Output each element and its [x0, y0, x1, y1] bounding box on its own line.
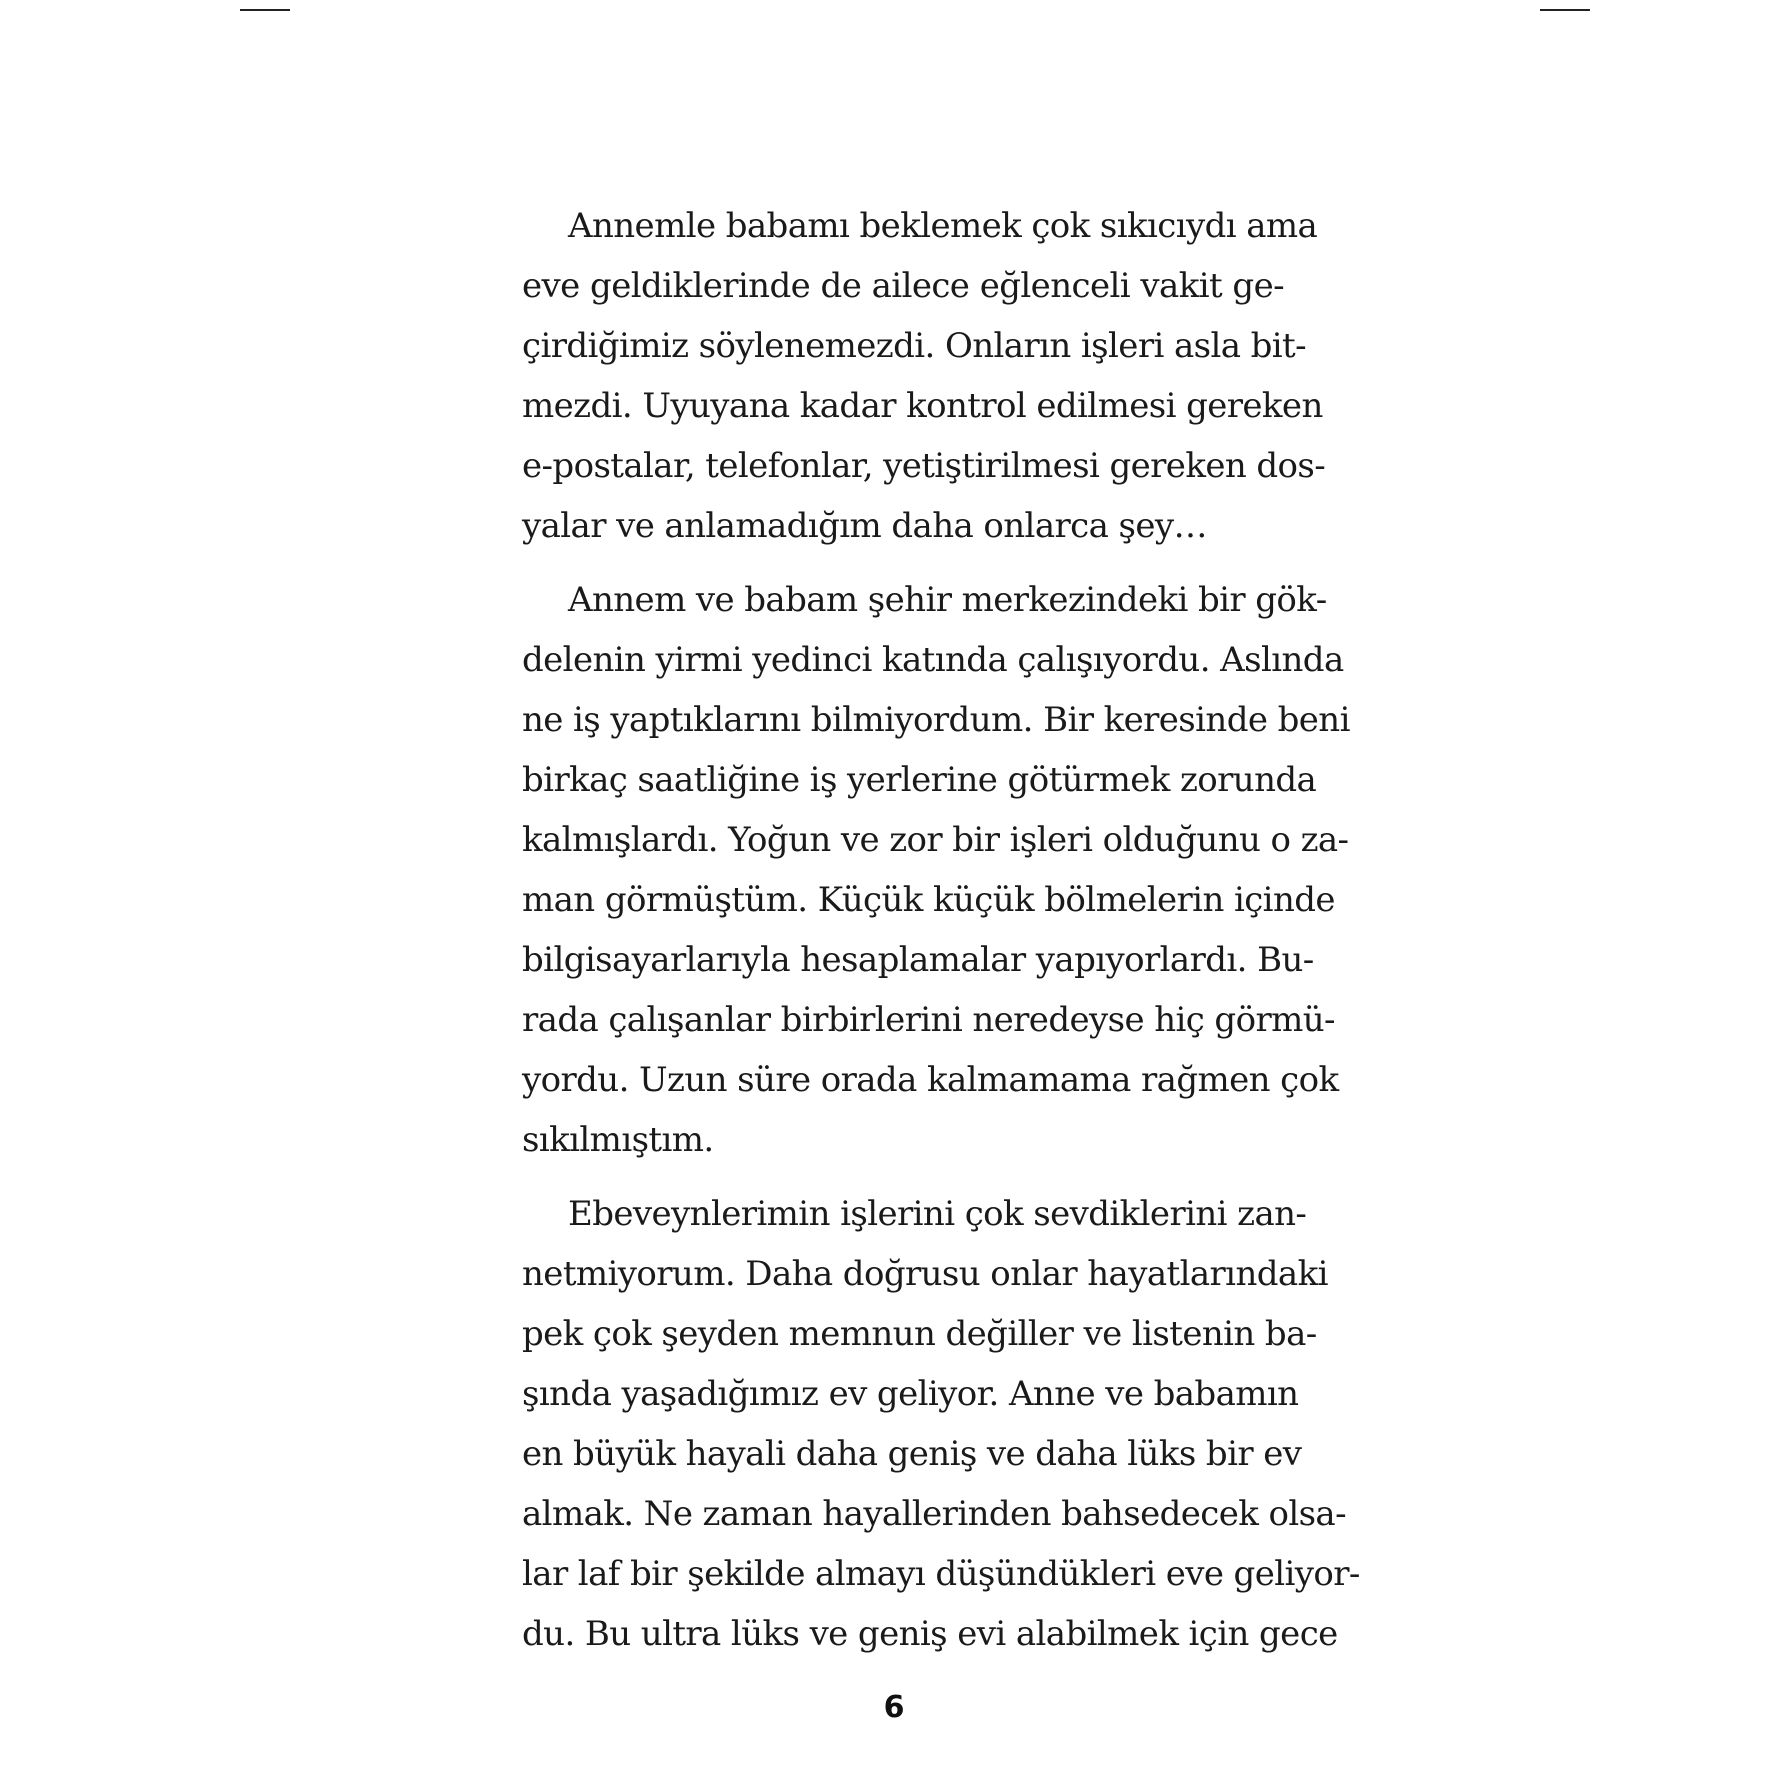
text-line: Annem ve babam şehir merkezindeki bir gök- [568, 580, 1327, 620]
text-line: birkaç saatliğine iş yerlerine götürmek zorunda [522, 760, 1317, 800]
text-line: Annemle babamı beklemek çok sıkıcıydı ama [568, 206, 1318, 246]
paragraph [522, 196, 1326, 556]
paragraph [522, 1184, 1360, 1664]
text-line: kalmışlardı. Yoğun ve zor bir işleri olduğunu o za- [522, 820, 1349, 860]
text-line: almak. Ne zaman hayallerinden bahsedecek olsa- [522, 1494, 1346, 1534]
text-line: en büyük hayali daha geniş ve daha lüks bir ev [522, 1434, 1302, 1474]
text-line: e-postalar, telefonlar, yetiştirilmesi gereken dos- [522, 446, 1326, 486]
text-line: ne iş yaptıklarını bilmiyordum. Bir keresinde beni [522, 700, 1350, 740]
text-line: du. Bu ultra lüks ve geniş evi alabilmek için gece [522, 1614, 1338, 1654]
crop-mark-right [1540, 9, 1590, 11]
text-line: sıkılmıştım. [522, 1120, 714, 1160]
text-line: netmiyorum. Daha doğrusu onlar hayatlarındaki [522, 1254, 1328, 1294]
text-line: yordu. Uzun süre orada kalmamama rağmen çok [522, 1060, 1339, 1100]
text-line: man görmüştüm. Küçük küçük bölmelerin içinde [522, 880, 1335, 920]
body-text [522, 196, 1360, 1678]
text-line: mezdi. Uyuyana kadar kontrol edilmesi gereken [522, 386, 1323, 426]
text-line: delenin yirmi yedinci katında çalışıyordu. Aslında [522, 640, 1344, 680]
crop-mark-left [240, 9, 290, 11]
text-line: şında yaşadığımız ev geliyor. Anne ve babamın [522, 1374, 1299, 1414]
text-line: yalar ve anlamadığım daha onlarca şey… [522, 506, 1207, 546]
text-line: eve geldiklerinde de ailece eğlenceli vakit ge- [522, 266, 1284, 306]
text-line: bilgisayarlarıyla hesaplamalar yapıyorlardı. Bu- [522, 940, 1314, 980]
text-line: çirdiğimiz söylenemezdi. Onların işleri asla bit- [522, 326, 1307, 366]
paragraph [522, 570, 1350, 1170]
text-line: rada çalışanlar birbirlerini neredeyse hiç görmü- [522, 1000, 1335, 1040]
text-line: pek çok şeyden memnun değiller ve listenin ba- [522, 1314, 1317, 1354]
page-number: 6 [883, 1690, 905, 1725]
text-line: lar laf bir şekilde almayı düşündükleri eve geliyor- [522, 1554, 1360, 1594]
text-line: Ebeveynlerimin işlerini çok sevdiklerini zan- [568, 1194, 1307, 1234]
